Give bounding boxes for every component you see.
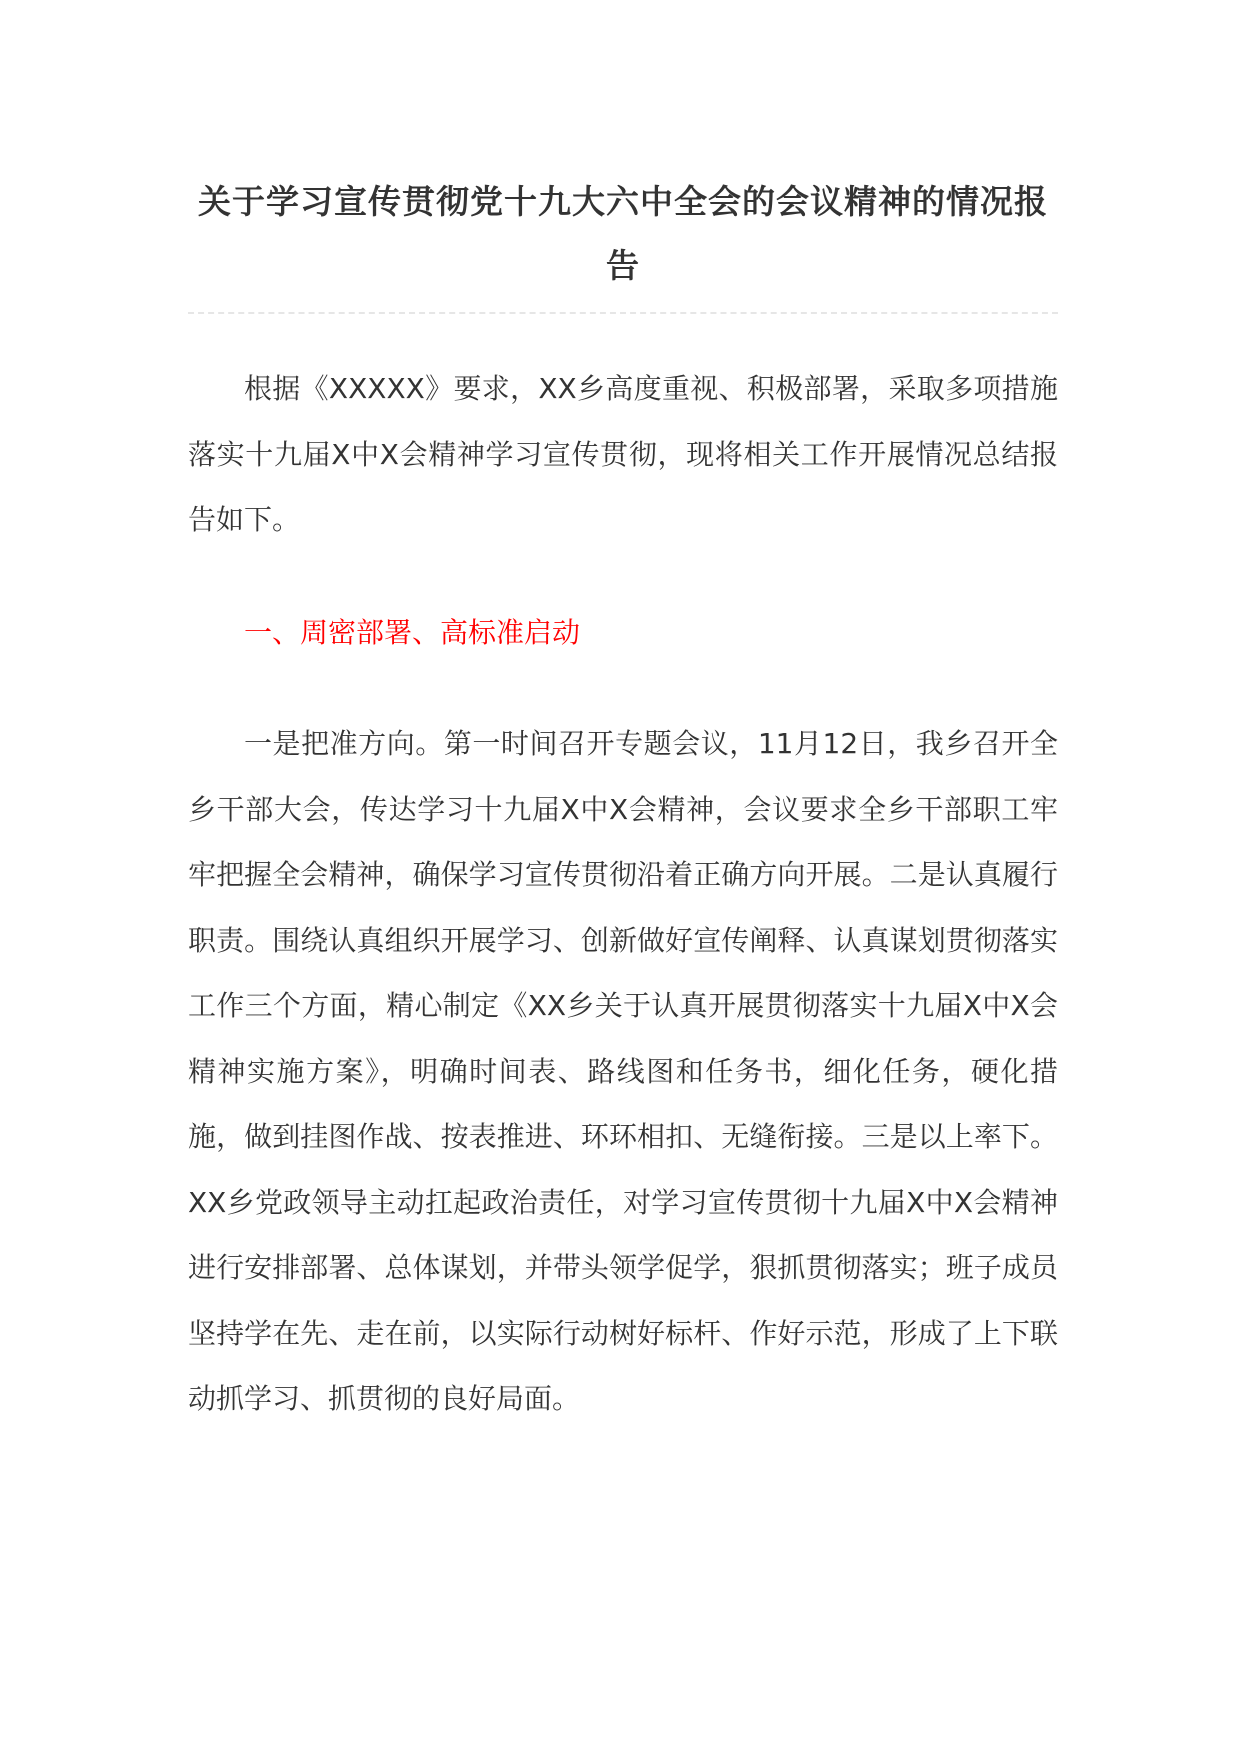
section-heading-1: 一、周密部署、高标准启动 xyxy=(244,615,581,649)
title-divider xyxy=(188,312,1058,314)
section-1-body-paragraph: 一是把准方向。第一时间召开专题会议，11月12日，我乡召开全乡干部大会，传达学习十九届X中X会精神，会议要求全乡干部职工牢牢把握全会精神，确保学习宣传贯彻沿着正确方向开展。二是认真履行职责。围绕认真组织开展学习、创新做好宣传阐释、认真谋划贯彻落实工作三个方面，精心制定《XX乡关于认真开展贯彻落实十九届X中X会精神实施方案》，明确时间表、路线图和任务书，细化任务，硬化措施，做到挂图作战、按表推进、环环相扣、无缝衔接。三是以上率下。XX乡党政领导主动扛起政治责任，对学习宣传贯彻十九届X中X会精神进行安排部署、总体谋划，并带头领学促学，狠抓贯彻落实；班子成员坚持学在先、走在前，以实际行动树好标杆、作好示范，形成了上下联动抓学习、抓贯彻的良好局面。 xyxy=(188,727,1058,1415)
document-title: 关于学习宣传贯彻党十九大六中全会的会议精神的情况报告 xyxy=(198,182,1048,285)
document-page xyxy=(188,0,1058,1754)
intro-paragraph: 根据《XXXXX》要求，XX乡高度重视、积极部署，采取多项措施落实十九届X中X会精神学习宣传贯彻，现将相关工作开展情况总结报告如下。 xyxy=(188,372,1058,536)
